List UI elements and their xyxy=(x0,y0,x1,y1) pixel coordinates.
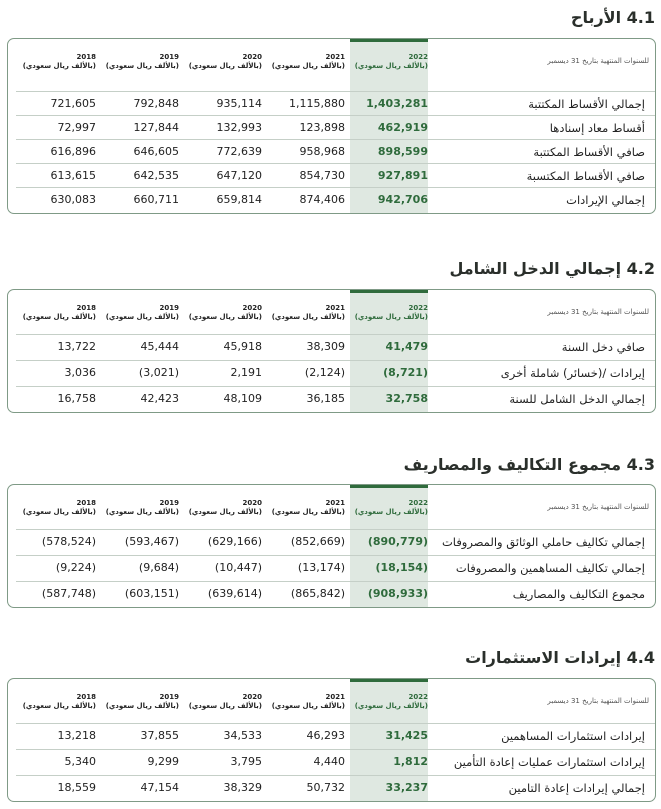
section-title: 4.3 مجموع التكاليف والمصاريف xyxy=(403,455,655,474)
value-2020: 38,329 xyxy=(223,781,262,794)
value-2022: 41,479 xyxy=(385,340,428,353)
col-header-2018: 2018 (بالألف ريال سعودي) xyxy=(22,304,96,321)
table-row xyxy=(16,187,655,212)
row-label: إيرادات استثمارات المساهمين xyxy=(501,729,645,743)
value-2019: 9,299 xyxy=(147,755,179,768)
period-label: للسنوات المنتهية بتاريخ 31 ديسمبر xyxy=(547,57,649,65)
col-header-2022: 2022 (بالألف ريال سعودي) xyxy=(354,53,428,70)
current-year-bar xyxy=(350,485,428,488)
table-row xyxy=(16,529,655,554)
row-label: صافي الأقساط المكتسبة xyxy=(526,169,645,183)
col-header-2019: 2019 (بالألف ريال سعودي) xyxy=(105,499,179,516)
value-2020: (639,614) xyxy=(207,587,262,600)
value-2021: (852,669) xyxy=(290,535,345,548)
value-2021: 36,185 xyxy=(306,392,345,405)
col-header-2022: 2022 (بالألف ريال سعودي) xyxy=(354,499,428,516)
value-2022: (18,154) xyxy=(375,561,428,574)
col-header-2020: 2020 (بالألف ريال سعودي) xyxy=(188,693,262,710)
col-header-2020: 2020 (بالألف ريال سعودي) xyxy=(188,53,262,70)
table-row xyxy=(16,115,655,140)
table-row xyxy=(16,775,655,800)
table-row xyxy=(16,386,655,411)
value-2018: 616,896 xyxy=(50,145,96,158)
col-header-2019: 2019 (بالألف ريال سعودي) xyxy=(105,693,179,710)
value-2018: 13,218 xyxy=(57,729,96,742)
value-2018: 721,605 xyxy=(50,97,96,110)
row-label: إجمالي الدخل الشامل للسنة xyxy=(509,392,645,406)
table-card xyxy=(7,678,656,802)
value-2022: 31,425 xyxy=(385,729,428,742)
col-header-2021: 2021 (بالألف ريال سعودي) xyxy=(271,693,345,710)
row-label: إجمالي إيرادات إعادة التامين xyxy=(508,781,645,795)
value-2019: 646,605 xyxy=(133,145,179,158)
value-2020: 48,109 xyxy=(223,392,262,405)
row-label: صافي الأقساط المكتتبة xyxy=(533,145,645,159)
row-label: إجمالي تكاليف المساهمين والمصروفات xyxy=(455,561,645,575)
col-header-2021: 2021 (بالألف ريال سعودي) xyxy=(271,304,345,321)
value-2021: 1,115,880 xyxy=(289,97,345,110)
value-2020: 2,191 xyxy=(230,366,262,379)
value-2022: 942,706 xyxy=(377,193,428,206)
value-2020: 935,114 xyxy=(216,97,262,110)
row-label: إجمالي الأقساط المكتتبة xyxy=(528,97,645,111)
value-2022: (908,933) xyxy=(367,587,428,600)
table-card xyxy=(7,38,656,214)
value-2020: 34,533 xyxy=(223,729,262,742)
value-2020: 45,918 xyxy=(223,340,262,353)
value-2018: (578,524) xyxy=(41,535,96,548)
value-2019: 660,711 xyxy=(133,193,179,206)
value-2019: 642,535 xyxy=(133,169,179,182)
value-2021: (13,174) xyxy=(297,561,345,574)
table-card xyxy=(7,484,656,608)
value-2021: (2,124) xyxy=(304,366,345,379)
value-2022: 32,758 xyxy=(385,392,428,405)
table-row xyxy=(16,555,655,580)
table-row xyxy=(16,91,655,116)
table-row xyxy=(16,581,655,606)
current-year-bar xyxy=(350,290,428,293)
section-title: 4.1 الأرباح xyxy=(570,8,655,27)
value-2019: 47,154 xyxy=(140,781,179,794)
value-2020: 647,120 xyxy=(216,169,262,182)
value-2019: 45,444 xyxy=(140,340,179,353)
value-2019: 37,855 xyxy=(140,729,179,742)
col-header-2018: 2018 (بالألف ريال سعودي) xyxy=(22,499,96,516)
value-2022: (8,721) xyxy=(383,366,428,379)
value-2018: 72,997 xyxy=(57,121,96,134)
col-header-2018: 2018 (بالألف ريال سعودي) xyxy=(22,53,96,70)
value-2021: (865,842) xyxy=(290,587,345,600)
value-2021: 874,406 xyxy=(299,193,345,206)
table-row xyxy=(16,749,655,774)
col-header-2022: 2022 (بالألف ريال سعودي) xyxy=(354,304,428,321)
current-year-bar xyxy=(350,679,428,682)
value-2021: 38,309 xyxy=(306,340,345,353)
value-2021: 854,730 xyxy=(299,169,345,182)
value-2018: 5,340 xyxy=(64,755,96,768)
value-2021: 123,898 xyxy=(299,121,345,134)
row-label: إجمالي الإيرادات xyxy=(566,193,645,207)
value-2019: 127,844 xyxy=(133,121,179,134)
value-2022: 33,237 xyxy=(385,781,428,794)
value-2021: 50,732 xyxy=(306,781,345,794)
value-2019: (603,151) xyxy=(124,587,179,600)
table-card xyxy=(7,289,656,413)
col-header-2019: 2019 (بالألف ريال سعودي) xyxy=(105,53,179,70)
col-header-2022: 2022 (بالألف ريال سعودي) xyxy=(354,693,428,710)
row-label: صافي دخل السنة xyxy=(561,340,645,354)
row-label: أقساط معاد إسنادها xyxy=(549,121,645,135)
value-2018: 3,036 xyxy=(64,366,96,379)
col-header-2020: 2020 (بالألف ريال سعودي) xyxy=(188,499,262,516)
section-title: 4.4 إيرادات الاستثمارات xyxy=(465,648,655,667)
col-header-2019: 2019 (بالألف ريال سعودي) xyxy=(105,304,179,321)
section-title: 4.2 إجمالي الدخل الشامل xyxy=(449,259,655,278)
value-2019: 792,848 xyxy=(133,97,179,110)
value-2019: (593,467) xyxy=(124,535,179,548)
value-2022: 898,599 xyxy=(377,145,428,158)
value-2021: 4,440 xyxy=(313,755,345,768)
period-label: للسنوات المنتهية بتاريخ 31 ديسمبر xyxy=(547,503,649,511)
col-header-2021: 2021 (بالألف ريال سعودي) xyxy=(271,53,345,70)
col-header-2021: 2021 (بالألف ريال سعودي) xyxy=(271,499,345,516)
table-row xyxy=(16,723,655,748)
col-header-2020: 2020 (بالألف ريال سعودي) xyxy=(188,304,262,321)
value-2018: (587,748) xyxy=(41,587,96,600)
col-header-2018: 2018 (بالألف ريال سعودي) xyxy=(22,693,96,710)
value-2022: 1,403,281 xyxy=(366,97,428,110)
current-year-bar xyxy=(350,39,428,42)
value-2018: 13,722 xyxy=(57,340,96,353)
row-label: مجموع التكاليف والمصاريف xyxy=(512,587,645,601)
value-2018: 630,083 xyxy=(50,193,96,206)
period-label: للسنوات المنتهية بتاريخ 31 ديسمبر xyxy=(547,697,649,705)
value-2018: 16,758 xyxy=(57,392,96,405)
value-2019: (9,684) xyxy=(138,561,179,574)
value-2018: (9,224) xyxy=(55,561,96,574)
value-2020: (629,166) xyxy=(207,535,262,548)
table-row xyxy=(16,360,655,385)
value-2018: 18,559 xyxy=(57,781,96,794)
table-row xyxy=(16,334,655,359)
value-2022: 1,812 xyxy=(393,755,428,768)
value-2019: 42,423 xyxy=(140,392,179,405)
value-2020: (10,447) xyxy=(214,561,262,574)
value-2022: 927,891 xyxy=(377,169,428,182)
value-2019: (3,021) xyxy=(138,366,179,379)
table-row xyxy=(16,139,655,164)
value-2021: 958,968 xyxy=(299,145,345,158)
value-2022: 462,919 xyxy=(377,121,428,134)
value-2020: 659,814 xyxy=(216,193,262,206)
row-label: إيرادات /(خسائر) شاملة أخرى xyxy=(500,366,645,380)
row-label: إيرادات استثمارات عمليات إعادة التأمين xyxy=(453,755,645,769)
period-label: للسنوات المنتهية بتاريخ 31 ديسمبر xyxy=(547,308,649,316)
row-label: إجمالي تكاليف حاملي الوثائق والمصروفات xyxy=(441,535,645,549)
table-row xyxy=(16,163,655,188)
value-2021: 46,293 xyxy=(306,729,345,742)
value-2020: 3,795 xyxy=(230,755,262,768)
value-2020: 772,639 xyxy=(216,145,262,158)
value-2020: 132,993 xyxy=(216,121,262,134)
value-2018: 613,615 xyxy=(50,169,96,182)
value-2022: (890,779) xyxy=(367,535,428,548)
